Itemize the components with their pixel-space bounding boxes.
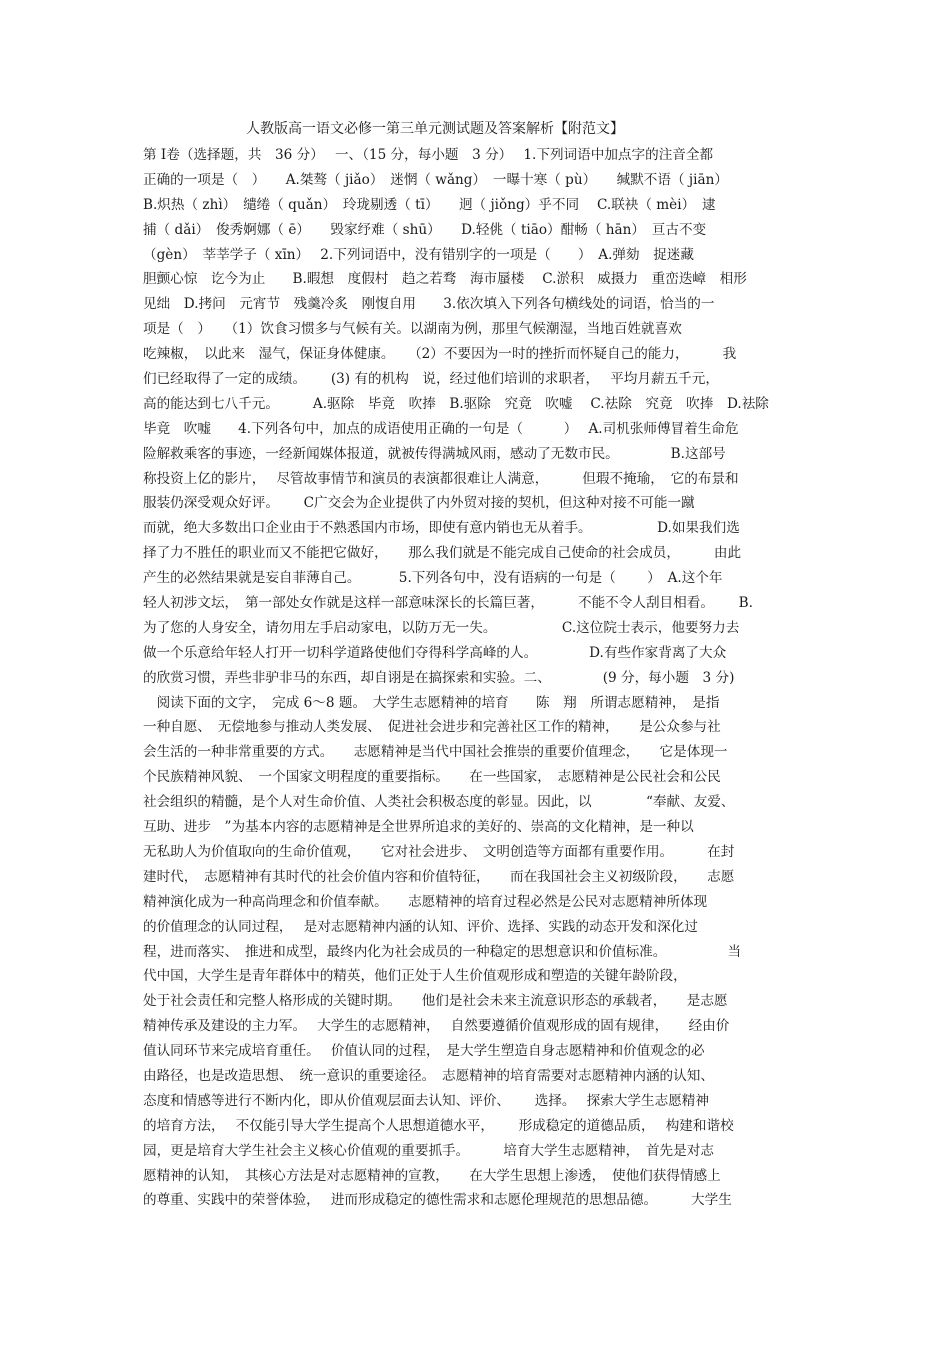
text-line: 园，更是培育大学生社会主义核心价值观的重要抓手。 培育大学生志愿精神， 首先是对志: [143, 1142, 714, 1159]
text-line: 项是（ ） （1）饮食习惯多与气候有关。以湖南为例，那里气候潮湿，当地百姓就喜欢: [143, 321, 682, 338]
text-line: 吃辣椒， 以此来 湿气，保证身体健康。 （2）不要因为一时的挫折而怀疑自己的能力， 我: [143, 346, 737, 363]
text-line: 们已经取得了一定的成绩。 (3) 有的机构 说，经过他们培训的求职者， 平均月薪五千元，: [143, 371, 719, 388]
text-line: 捕（ dǎi） 俊秀婀娜（ ē） 毁家纾难（ shū） D.轻佻（ tiāo）酣畅（ hān） 亘古不变: [143, 221, 707, 238]
text-line: 处于社会责任和完整人格形成的关键时期。 他们是社会未来主流意识形态的承载者， 是志愿: [143, 993, 728, 1010]
text-line: 高的能达到七八千元。 A.驱除 毕竟 吹捧 B.驱除 究竟 吹嘘 C.祛除 究竟 吹捧 D.祛除: [143, 395, 769, 412]
text-line: 服装仍深受观众好评。 C广交会为企业提供了内外贸对接的契机，但这种对接不可能一蹴: [143, 495, 695, 512]
text-line: 胆颤心惊 讫今为止 B.暇想 度假村 趋之若骛 海市蜃楼 C.淤积 威摄力 重峦迭嶂 相形: [143, 271, 747, 288]
text-line: 个民族精神风貌、 一个国家文明程度的重要指标。 在一些国家， 志愿精神是公民社会和公民: [143, 769, 721, 786]
text-line: 一种自愿、 无偿地参与推动人类发展、 促进社会进步和完善社区工作的精神， 是公众参与社: [143, 719, 721, 736]
text-line: 为了您的人身安全，请勿用左手启动家电，以防万无一失。 C.这位院士表示，他要努力去: [143, 619, 740, 636]
text-line: 择了力不胜任的职业而又不能把它做好， 那么我们就是不能完成自己使命的社会成员， 由此: [143, 545, 742, 562]
text-line: 精神传承及建设的主力军。 大学生的志愿精神， 自然要遵循价值观形成的固有规律， 经由价: [143, 1018, 730, 1035]
text-line: 做一个乐意给年轻人打开一切科学道路使他们夺得科学高峰的人。 D.有些作家背离了大众: [143, 644, 727, 661]
text-line: 正确的一项是（ ） A.桀骜（ jiǎo） 迷惘（ wǎng） 一曝十寒（ pù） 缄默不语（ jiān）: [143, 171, 728, 188]
text-line: 精神演化成为一种高尚理念和价值奉献。 志愿精神的培育过程必然是公民对志愿精神所体现: [143, 893, 708, 910]
text-line: 轻人初涉文坛， 第一部处女作就是这样一部意味深长的长篇巨著， 不能不令人刮目相看。 B.: [143, 595, 753, 612]
text-line: 程，进而落实、 推进和成型，最终内化为社会成员的一种稳定的思想意识和价值标准。 当: [143, 943, 742, 960]
text-line: 值认同环节来完成培育重任。 价值认同的过程， 是大学生塑造自身志愿精神和价值观念的必: [143, 1043, 705, 1060]
document-title: 人教版高一语文必修一第三单元测试题及答案解析【附范文】: [246, 121, 624, 137]
text-line: 毕竟 吹嘘 4.下列各句中，加点的成语使用正确的一句是（ ） A.司机张师傅冒着生命危: [143, 420, 739, 437]
text-line: 愿精神的认知， 其核心方法是对志愿精神的宣教， 在大学生思想上渗透， 使他们获得情感上: [143, 1167, 721, 1184]
text-line: 的价值理念的认同过程， 是对志愿精神内涵的认知、评价、选择、实践的动态开发和深化过: [143, 918, 698, 935]
text-line: 见绌 D.拷问 元宵节 残羹冷炙 刚愎自用 3.依次填入下列各句横线处的词语，恰当的一: [143, 296, 715, 313]
text-line: 代中国，大学生是青年群体中的精英，他们正处于人生价值观形成和塑造的关键年龄阶段，: [143, 968, 687, 985]
text-line: 称投资上亿的影片， 尽管故事情节和演员的表演都很难让人满意， 但瑕不掩瑜， 它的布景和: [143, 470, 739, 487]
text-line: 的尊重、实践中的荣誉体验， 进而形成稳定的德性需求和志愿伦理规范的思想品德。 大学生: [143, 1192, 732, 1209]
text-line: 的欣赏习惯，弄些非驴非马的东西，却自诩是在搞探索和实验。二、 (9 分，每小题 3 分): [143, 669, 735, 686]
text-line: 第 I卷（选择题，共 36 分） 一、（15 分，每小题 3 分） 1.下列词语中加点字的注音全都: [143, 147, 714, 163]
text-line: 态度和情感等进行不断内化，即从价值观层面去认知、评价、 选择。 探索大学生志愿精神: [143, 1092, 709, 1109]
text-line: B.炽热（ zhì） 缱绻（ quǎn） 玲珑剔透（ tī） 迥（ jiǒng）乎不同 C.联袂（ mèi） 逮: [143, 196, 716, 213]
text-line: 险解救乘客的事迹，一经新闻媒体报道，就被传得满城风雨，感动了无数市民。 B.这部号: [143, 445, 726, 462]
text-line: （gèn） 莘莘学子（ xīn） 2.下列词语中，没有错别字的一项是（ ） A.弹劾 捉迷藏: [143, 246, 694, 263]
text-line: 产生的必然结果就是妄自菲薄自己。 5.下列各句中，没有语病的一句是（ ） A.这个年: [143, 570, 723, 587]
text-line: 由路径，也是改造思想、 统一意识的重要途径。 志愿精神的培育需要对志愿精神内涵的认知、: [143, 1067, 714, 1084]
text-line: 会生活的一种非常重要的方式。 志愿精神是当代中国社会推崇的重要价值理念， 它是体现一: [143, 744, 728, 761]
text-line: 社会组织的精髓，是个人对生命价值、人类社会积极态度的彰显。因此，以 “奉献、友爱、: [143, 794, 735, 811]
text-line: 建时代， 志愿精神有其时代的社会价值内容和价值特征， 而在我国社会主义初级阶段， 志愿: [143, 868, 735, 885]
text-line: 而就，绝大多数出口企业由于不熟悉国内市场，即使有意内销也无从着手。 D.如果我们选: [143, 520, 740, 537]
text-line: 的培育方法， 不仅能引导大学生提高个人思想道德水平， 形成稳定的道德品质， 构建和谐校: [143, 1117, 734, 1134]
text-line: 互助、进步 ”为基本内容的志愿精神是全世界所追求的美好的、崇高的文化精神，是一种以: [143, 819, 694, 836]
document-body: [143, 143, 810, 1213]
text-line: 无私助人为价值取向的生命价值观， 它对社会进步、 文明创造等方面都有重要作用。 在封: [143, 843, 735, 860]
text-line: 阅读下面的文字， 完成 6～8 题。 大学生志愿精神的培育 陈 翔 所谓志愿精神， 是指: [143, 694, 720, 711]
